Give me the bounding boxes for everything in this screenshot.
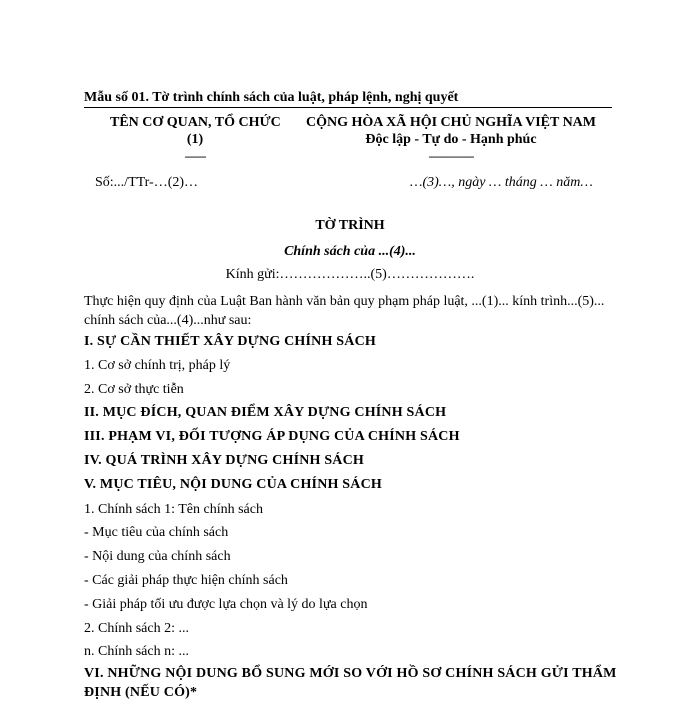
recipient-line: Kính gửi:………………..(5)………………. — [225, 267, 475, 282]
national-motto: Độc lập - Tự do - Hạnh phúc — [365, 132, 537, 147]
document-number: Số:.../TTr-…(2)… — [95, 175, 199, 190]
section-item: - Các giải pháp thực hiện chính sách — [84, 573, 288, 588]
national-motto-block — [285, 114, 617, 165]
document-subject: Chính sách của ...(4)... — [284, 244, 416, 259]
section-heading-1: I. SỰ CẦN THIẾT XÂY DỰNG CHÍNH SÁCH — [84, 334, 376, 349]
section-item: 2. Cơ sở thực tiễn — [84, 382, 184, 397]
section-item: 1. Cơ sở chính trị, pháp lý — [84, 358, 231, 373]
section-heading-6: VI. NHỮNG NỘI DUNG BỔ SUNG MỚI SO VỚI HỒ SƠ CHÍNH SÁCH GỬI THẨM ĐỊNH (NẾU CÓ)* — [84, 666, 617, 700]
form-title: Mẫu số 01. Tờ trình chính sách của luật, pháp lệnh, nghị quyết — [84, 90, 459, 105]
section-heading-2: II. MỤC ĐÍCH, QUAN ĐIỂM XÂY DỰNG CHÍNH SÁCH — [84, 405, 447, 420]
motto-divider: --------------- — [428, 149, 474, 163]
section-item: 2. Chính sách 2: ... — [84, 621, 189, 636]
intro-paragraph: Thực hiện quy định của Luật Ban hành văn bản quy phạm pháp luật, ...(1)... kính trình...(5)... chính sách của...(4)...như sau: — [84, 294, 605, 328]
section-item: - Giải pháp tối ưu được lựa chọn và lý do lựa chọn — [84, 597, 368, 612]
section-item: n. Chính sách n: ... — [84, 644, 189, 659]
section-heading-3: III. PHẠM VI, ĐỐI TƯỢNG ÁP DỤNG CỦA CHÍNH SÁCH — [84, 429, 460, 444]
header-rule — [84, 107, 612, 108]
place-date: …(3)…, ngày … tháng … năm… — [410, 175, 593, 190]
section-item: - Mục tiêu của chính sách — [84, 525, 229, 540]
section-heading-4: IV. QUÁ TRÌNH XÂY DỰNG CHÍNH SÁCH — [84, 453, 365, 468]
section-heading-5: V. MỤC TIÊU, NỘI DUNG CỦA CHÍNH SÁCH — [84, 477, 382, 492]
section-item: - Nội dung của chính sách — [84, 549, 231, 564]
section-item: 1. Chính sách 1: Tên chính sách — [84, 502, 263, 517]
country-name: CỘNG HÒA XÃ HỘI CHỦ NGHĨA VIỆT NAM — [305, 115, 596, 130]
organization-divider: ------- — [184, 149, 206, 163]
organization-block — [110, 114, 280, 165]
organization-ref: (1) — [186, 132, 204, 147]
document-title: TỜ TRÌNH — [315, 218, 385, 233]
organization-name: TÊN CƠ QUAN, TỔ CHỨC — [110, 115, 281, 130]
